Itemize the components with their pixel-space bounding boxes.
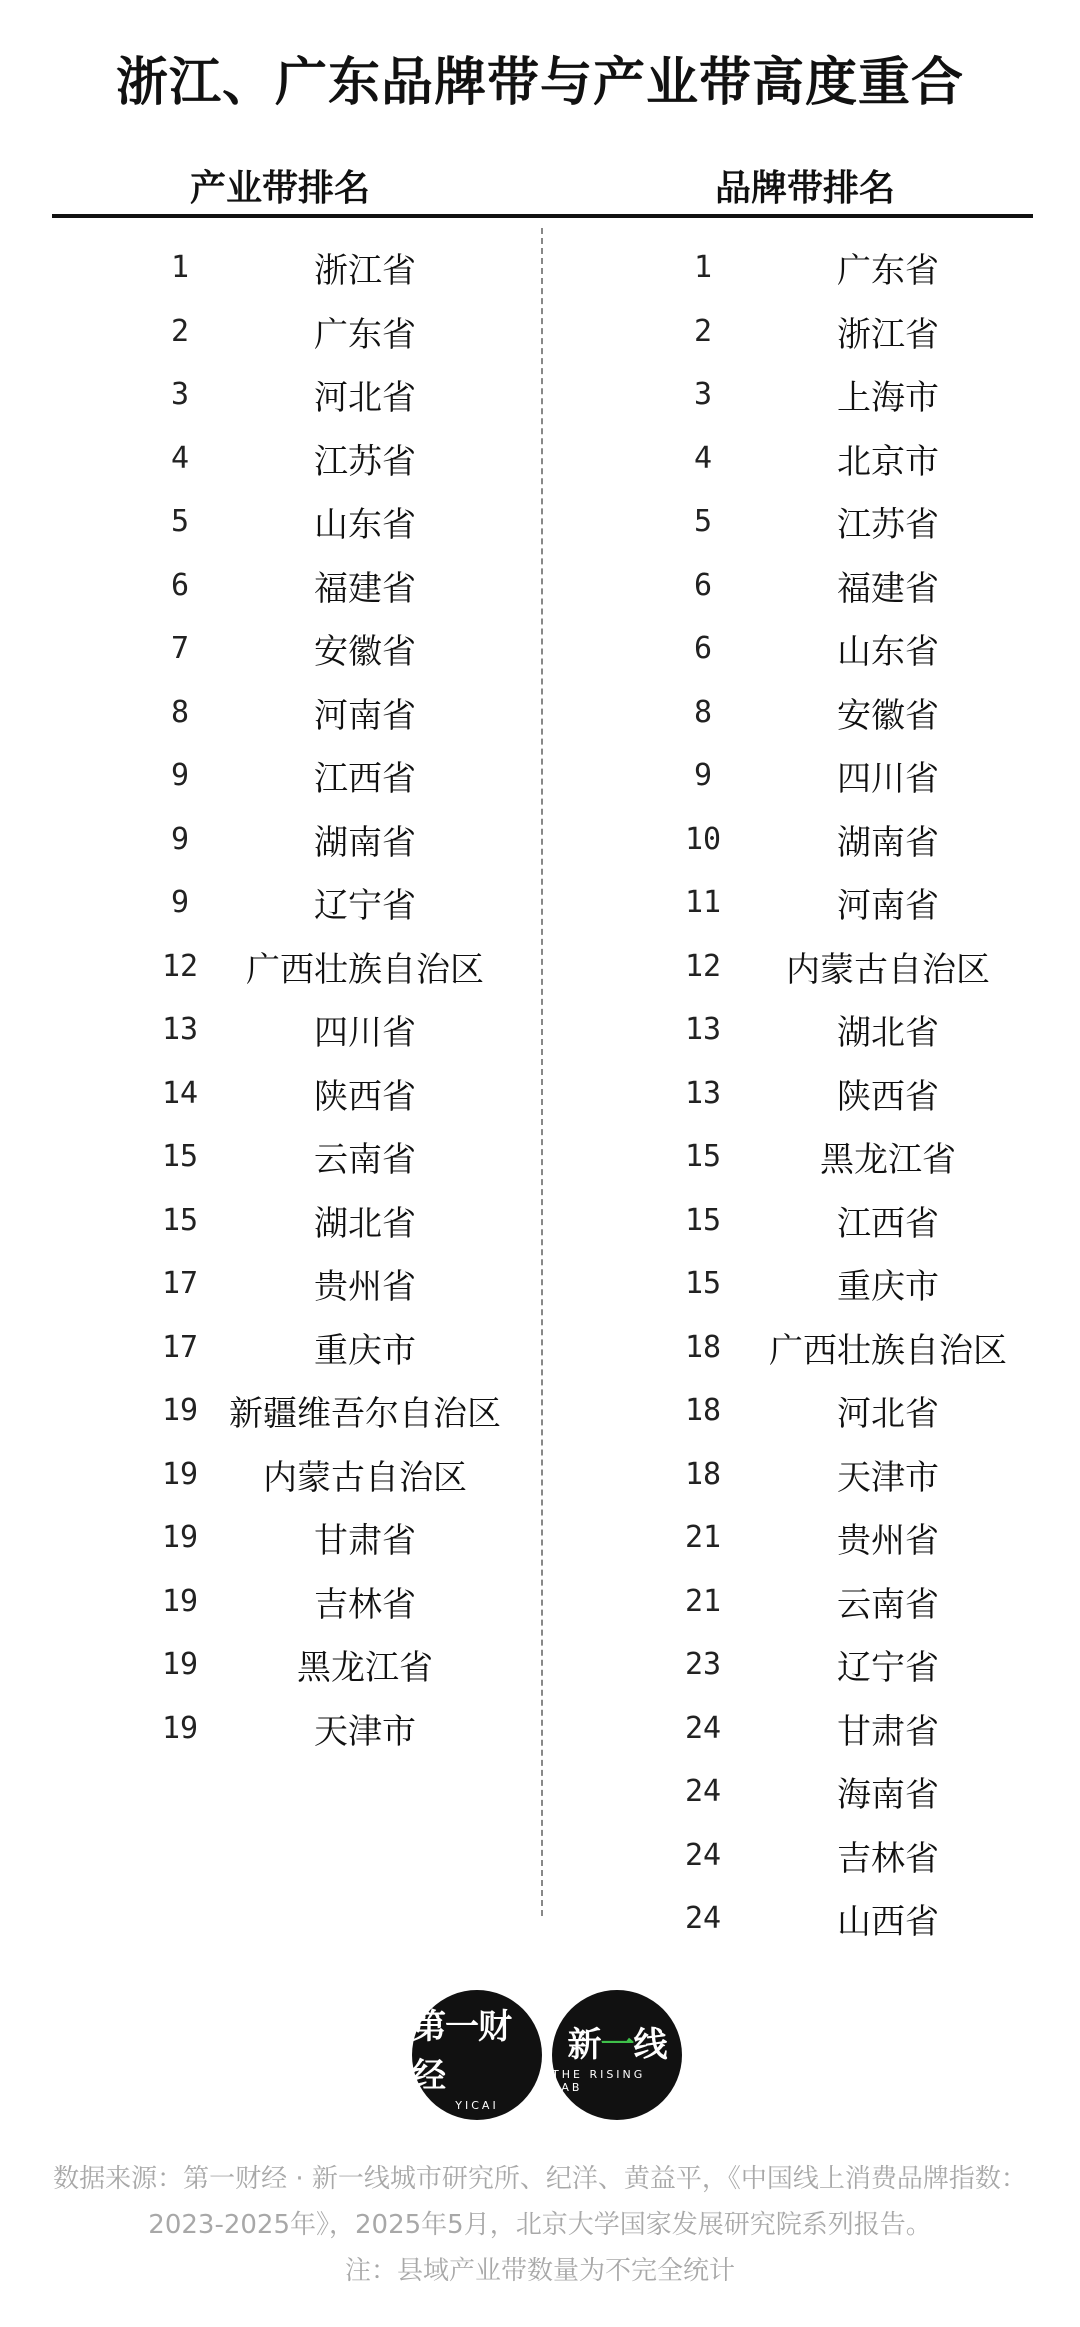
industry-ranking-province: 新疆维吾尔自治区	[229, 1394, 501, 1434]
industry-ranking-rank: 9	[170, 885, 190, 920]
brand-ranking-province: 上海市	[837, 378, 939, 418]
industry-ranking-rank: 13	[161, 1012, 199, 1047]
industry-ranking-rank: 7	[170, 631, 190, 666]
brand-ranking-province: 北京市	[837, 441, 939, 482]
industry-ranking-header: 产业带排名	[189, 168, 370, 209]
industry-ranking-province: 湖北省	[314, 1203, 416, 1244]
brand-ranking-rank: 1	[693, 250, 713, 285]
brand-ranking-province: 江西省	[837, 1203, 939, 1244]
brand-ranking-province: 江苏省	[837, 505, 939, 545]
industry-ranking-province: 湖南省	[314, 822, 416, 863]
brand-ranking-rank: 4	[693, 440, 713, 476]
brand-ranking-row	[0, 1316, 1038, 1379]
brand-ranking-province: 重庆市	[837, 1267, 939, 1307]
brand-ranking-row	[0, 236, 1038, 299]
brand-ranking-row	[0, 871, 1038, 934]
header-rule	[52, 214, 1033, 218]
brand-ranking-header: 品牌带排名	[714, 168, 895, 209]
brand-ranking-row	[0, 1252, 1038, 1315]
brand-ranking-row	[0, 1189, 1038, 1252]
brand-ranking-rank: 21	[684, 1583, 722, 1619]
industry-ranking-province: 浙江省	[314, 251, 416, 291]
brand-ranking-row	[0, 1506, 1038, 1569]
brand-ranking-row	[0, 1887, 1038, 1950]
industry-ranking-rank: 15	[161, 1139, 199, 1174]
page-title: 浙江、广东品牌带与产业带高度重合	[115, 53, 964, 113]
brand-ranking-row	[0, 935, 1038, 998]
brand-ranking-row	[0, 1125, 1038, 1188]
industry-ranking-rank: 1	[170, 250, 190, 285]
industry-ranking-rank: 19	[161, 1647, 199, 1682]
industry-ranking-province: 福建省	[314, 568, 416, 609]
brand-ranking-row	[0, 998, 1038, 1061]
brand-ranking-rank: 6	[693, 567, 713, 603]
brand-ranking-rank: 10	[684, 821, 722, 857]
industry-ranking-rank: 17	[161, 1266, 199, 1301]
industry-ranking-rank: 19	[161, 1456, 199, 1492]
brand-ranking-province: 甘肃省	[837, 1711, 939, 1752]
brand-ranking-row	[0, 1697, 1038, 1760]
brand-ranking-rank: 13	[684, 1012, 722, 1047]
industry-ranking-rank: 19	[161, 1520, 199, 1555]
industry-ranking-province: 辽宁省	[314, 886, 416, 926]
industry-ranking-province: 山东省	[314, 505, 416, 545]
brand-ranking-row	[0, 490, 1038, 553]
footer-source-line2: 2023-2025年》，2025年5月，北京大学国家发展研究院系列报告。	[148, 2210, 932, 2240]
industry-ranking-province: 江苏省	[314, 441, 416, 482]
industry-ranking-rank: 8	[170, 694, 190, 730]
brand-ranking-row	[0, 300, 1038, 363]
industry-ranking-province: 重庆市	[314, 1330, 416, 1371]
industry-ranking-province: 广东省	[314, 314, 416, 355]
brand-ranking-rank: 24	[684, 1901, 722, 1936]
brand-ranking-row	[0, 1062, 1038, 1125]
brand-ranking-row	[0, 427, 1038, 490]
brand-ranking-rank: 15	[684, 1139, 722, 1174]
industry-ranking-rank: 15	[161, 1202, 199, 1238]
brand-ranking-rank: 24	[684, 1774, 722, 1809]
industry-ranking-rank: 4	[170, 440, 190, 476]
yicai-logo	[412, 1990, 542, 2120]
brand-ranking-province: 吉林省	[837, 1838, 939, 1879]
industry-ranking-rank: 19	[161, 1583, 199, 1619]
brand-ranking-rank: 3	[693, 377, 713, 412]
brand-ranking-row	[0, 363, 1038, 426]
brand-ranking-row	[0, 808, 1038, 871]
brand-ranking-row	[0, 1760, 1038, 1823]
industry-ranking-rank: 2	[170, 313, 190, 349]
brand-ranking-row	[0, 681, 1038, 744]
industry-ranking-province: 云南省	[314, 1140, 416, 1180]
brand-ranking-row	[0, 1570, 1038, 1633]
brand-ranking-row	[0, 617, 1038, 680]
brand-ranking-province: 福建省	[837, 568, 939, 609]
industry-ranking-rank: 19	[161, 1710, 199, 1746]
industry-ranking-province: 内蒙古自治区	[263, 1457, 467, 1498]
brand-ranking-province: 陕西省	[837, 1076, 939, 1117]
brand-ranking-rank: 18	[684, 1329, 722, 1365]
brand-ranking-rank: 18	[684, 1456, 722, 1492]
brand-ranking-rank: 9	[693, 758, 713, 793]
industry-ranking-rank: 12	[161, 948, 199, 984]
yicai-logo-text: 第一财经	[412, 2006, 511, 2096]
industry-ranking-rank: 14	[161, 1075, 199, 1111]
brand-ranking-row	[0, 1633, 1038, 1696]
brand-ranking-province: 河南省	[837, 886, 939, 926]
brand-ranking-rank: 6	[693, 631, 713, 666]
brand-ranking-rank: 8	[693, 694, 713, 730]
brand-ranking-province: 黑龙江省	[820, 1140, 956, 1180]
brand-ranking-province: 广东省	[837, 251, 939, 291]
industry-ranking-province: 天津市	[314, 1711, 416, 1752]
industry-ranking-province: 黑龙江省	[297, 1648, 433, 1688]
industry-ranking-province: 吉林省	[314, 1584, 416, 1625]
industry-ranking-rank: 9	[170, 758, 190, 793]
industry-ranking-rank: 19	[161, 1393, 199, 1428]
brand-ranking-province: 海南省	[837, 1775, 939, 1815]
brand-ranking-province: 贵州省	[837, 1521, 939, 1561]
industry-ranking-province: 贵州省	[314, 1267, 416, 1307]
brand-ranking-province: 湖北省	[837, 1013, 939, 1053]
industry-ranking-province: 广西壮族自治区	[246, 949, 484, 990]
rising-lab-logo	[552, 1990, 682, 2120]
industry-ranking-rank: 5	[170, 504, 190, 539]
brand-ranking-row	[0, 554, 1038, 617]
industry-ranking-rank: 6	[170, 567, 190, 603]
industry-ranking-rank: 3	[170, 377, 190, 412]
brand-ranking-row	[0, 744, 1038, 807]
footer-note: 注：县域产业带数量为不完全统计	[344, 2256, 735, 2286]
industry-ranking-province: 江西省	[314, 759, 416, 799]
brand-ranking-province: 山东省	[837, 632, 939, 672]
brand-ranking-province: 安徽省	[837, 695, 939, 736]
industry-ranking-province: 四川省	[314, 1013, 416, 1053]
industry-ranking-province: 陕西省	[314, 1076, 416, 1117]
brand-ranking-rank: 18	[684, 1393, 722, 1428]
brand-ranking-province: 山西省	[837, 1902, 939, 1942]
brand-ranking-rank: 15	[684, 1266, 722, 1301]
brand-ranking-province: 湖南省	[837, 822, 939, 863]
logos	[412, 1990, 682, 2120]
industry-ranking-rank: 17	[161, 1329, 199, 1365]
rising-lab-logo-text: 新一线	[567, 2024, 667, 2065]
brand-ranking-rank: 24	[684, 1837, 722, 1873]
footer-source-line1: 数据来源：第一财经 · 新一线城市研究所、纪洋、黄益平，《中国线上消费品牌指数：	[53, 2164, 1027, 2194]
industry-ranking-province: 甘肃省	[314, 1521, 416, 1561]
brand-ranking-rank: 11	[684, 885, 722, 920]
rising-lab-logo-sub: THE RISING LAB	[552, 2067, 646, 2094]
industry-ranking-rank: 9	[170, 821, 190, 857]
brand-ranking-rank: 24	[684, 1710, 722, 1746]
industry-ranking-province: 河北省	[314, 378, 416, 418]
brand-ranking-province: 广西壮族自治区	[769, 1330, 1007, 1371]
brand-ranking-province: 内蒙古自治区	[786, 949, 990, 990]
brand-ranking-rank: 21	[684, 1520, 722, 1555]
brand-ranking-province: 辽宁省	[837, 1648, 939, 1688]
brand-ranking-row	[0, 1379, 1038, 1442]
brand-ranking-province: 四川省	[837, 759, 939, 799]
brand-ranking-rank: 13	[684, 1075, 722, 1111]
brand-ranking-rank: 5	[693, 504, 713, 539]
brand-ranking-province: 河北省	[837, 1394, 939, 1434]
brand-ranking-rank: 2	[693, 313, 713, 349]
brand-ranking-province: 云南省	[837, 1584, 939, 1625]
brand-ranking-province: 浙江省	[837, 314, 939, 355]
brand-ranking-row	[0, 1443, 1038, 1506]
yicai-logo-sub: YICAI	[455, 2098, 499, 2112]
brand-ranking-row	[0, 1824, 1038, 1887]
brand-ranking-province: 天津市	[837, 1457, 939, 1498]
brand-ranking-rank: 12	[684, 948, 722, 984]
brand-ranking-rank: 23	[684, 1647, 722, 1682]
industry-ranking-province: 安徽省	[314, 632, 416, 672]
brand-ranking-rank: 15	[684, 1202, 722, 1238]
industry-ranking-province: 河南省	[314, 695, 416, 736]
